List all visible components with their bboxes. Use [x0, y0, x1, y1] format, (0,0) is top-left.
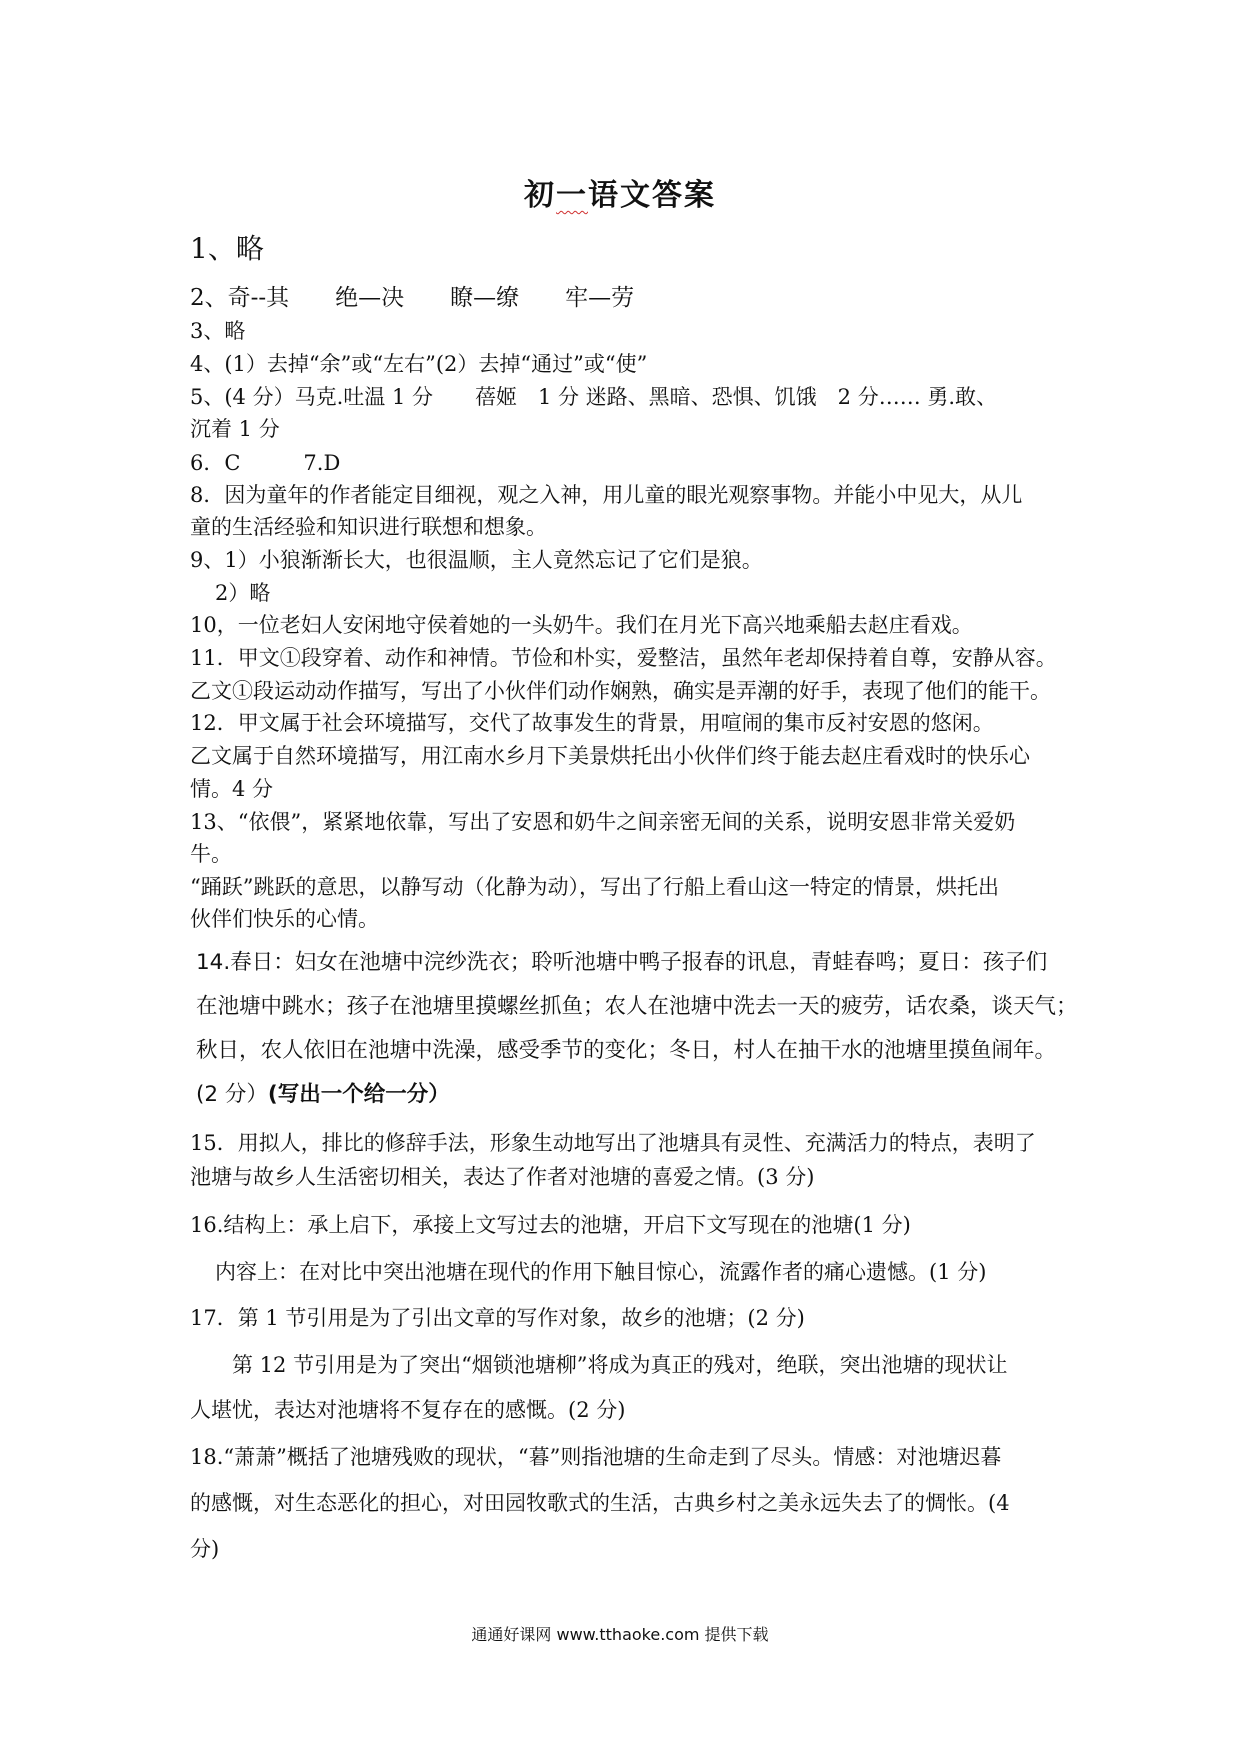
answer-17-line-3: 人堪忧，表达对池塘将不复存在的感慨。(2 分)	[190, 1398, 626, 1422]
answer-16-line-1: 16.结构上：承上启下，承接上文写过去的池塘，开启下文写现在的池塘(1 分)	[190, 1213, 911, 1237]
answer-12-line-3: 情。4 分	[190, 777, 274, 801]
answer-1: 1、略	[190, 232, 264, 265]
answer-8-line-2: 童的生活经验和知识进行联想和想象。	[190, 515, 547, 539]
answer-14-line-1: 14.春日：妇女在池塘中浣纱洗衣；聆听池塘中鸭子报春的讯息，青蛙春鸣；夏日：孩子们	[196, 950, 1048, 975]
answer-16-line-2: 内容上：在对比中突出池塘在现代的作用下触目惊心，流露作者的痛心遗憾。(1 分)	[215, 1260, 987, 1284]
footer-credit: 通通好课网 www.tthaoke.com 提供下载	[471, 1625, 769, 1644]
answer-5-line-1: 5、(4 分）马克.吐温 1 分 蓓姬 1 分 迷路、黑暗、恐惧、饥饿 2 分…… 勇.敢、	[190, 385, 998, 409]
title-rest: 语文答案	[588, 178, 716, 213]
answer-14-points: (2 分）	[196, 1082, 268, 1107]
title-first: 初	[524, 178, 556, 213]
answer-3: 3、略	[190, 319, 246, 343]
answer-13-line-2: 牛。	[190, 842, 232, 866]
answer-9-part-2: 2）略	[215, 581, 271, 605]
answer-13-line-1: 13、“依偎”，紧紧地依靠，写出了安恩和奶牛之间亲密无间的关系，说明安恩非常关爱奶	[190, 810, 1016, 834]
answer-6-7: 6．C 7.D	[190, 451, 341, 475]
answer-14-note: (写出一个给一分）	[267, 1082, 450, 1107]
answer-17-line-2: 第 12 节引用是为了突出“烟锁池塘柳”将成为真正的残对，绝联，突出池塘的现状让	[232, 1353, 1008, 1377]
answer-18-line-2: 的感慨，对生态恶化的担心，对田园牧歌式的生活，古典乡村之美永远失去了的惆怅。(4	[190, 1491, 1010, 1515]
answer-8-line-1: 8．因为童年的作者能定目细视，观之入神，用儿童的眼光观察事物。并能小中见大，从儿	[190, 483, 1023, 507]
answer-12-line-2: 乙文属于自然环境描写，用江南水乡月下美景烘托出小伙伴们终于能去赵庄看戏时的快乐心	[190, 744, 1030, 768]
answer-14-score	[196, 1080, 450, 1110]
page-title	[0, 170, 1240, 214]
answer-18-line-1: 18.“萧萧”概括了池塘残败的现状，“暮”则指池塘的生命走到了尽头。情感：对池塘迟暮	[190, 1445, 1002, 1469]
answer-17-line-1: 17．第 1 节引用是为了引出文章的写作对象，故乡的池塘；(2 分)	[190, 1306, 805, 1330]
answer-15-line-2: 池塘与故乡人生活密切相关，表达了作者对池塘的喜爱之情。(3 分)	[190, 1165, 815, 1189]
answer-10: 10，一位老妇人安闲地守侯着她的一头奶牛。我们在月光下高兴地乘船去赵庄看戏。	[190, 613, 973, 637]
answer-12-line-1: 12．甲文属于社会环境描写，交代了故事发生的背景，用喧闹的集市反衬安恩的悠闲。	[190, 711, 994, 735]
answer-13-line-4: 伙伴们快乐的心情。	[190, 907, 379, 931]
answer-9-part-1: 9、1）小狼渐渐长大，也很温顺，主人竟然忘记了它们是狼。	[190, 548, 763, 572]
answer-2: 2、奇--其 绝—决 瞭—缭 牢—劳	[190, 285, 635, 311]
answer-15-line-1: 15．用拟人，排比的修辞手法，形象生动地写出了池塘具有灵性、充满活力的特点，表明了	[190, 1131, 1036, 1155]
answer-11-line-2: 乙文①段运动动作描写，写出了小伙伴们动作娴熟，确实是弄潮的好手，表现了他们的能干。	[190, 679, 1051, 703]
answer-14-line-3: 秋日，农人依旧在池塘中洗澡，感受季节的变化；冬日，村人在抽干水的池塘里摸鱼闹年。	[196, 1038, 1057, 1063]
answer-14-line-2: 在池塘中跳水；孩子在池塘里摸螺丝抓鱼；农人在池塘中洗去一天的疲劳，话农桑，谈天气；	[196, 994, 1078, 1019]
answer-5-line-2: 沉着 1 分	[190, 417, 280, 441]
answer-18-line-3: 分)	[190, 1537, 220, 1561]
answer-13-line-3: “踊跃”跳跃的意思，以静写动（化静为动），写出了行船上看山这一特定的情景，烘托出	[190, 875, 999, 899]
title-spellcheck-underline: 一	[556, 178, 588, 213]
answer-4: 4、(1）去掉“余”或“左右”(2）去掉“通过”或“使”	[190, 352, 648, 376]
answer-11-line-1: 11．甲文①段穿着、动作和神情。节俭和朴实，爱整洁，虽然年老却保持着自尊，安静从容。	[190, 646, 1057, 670]
